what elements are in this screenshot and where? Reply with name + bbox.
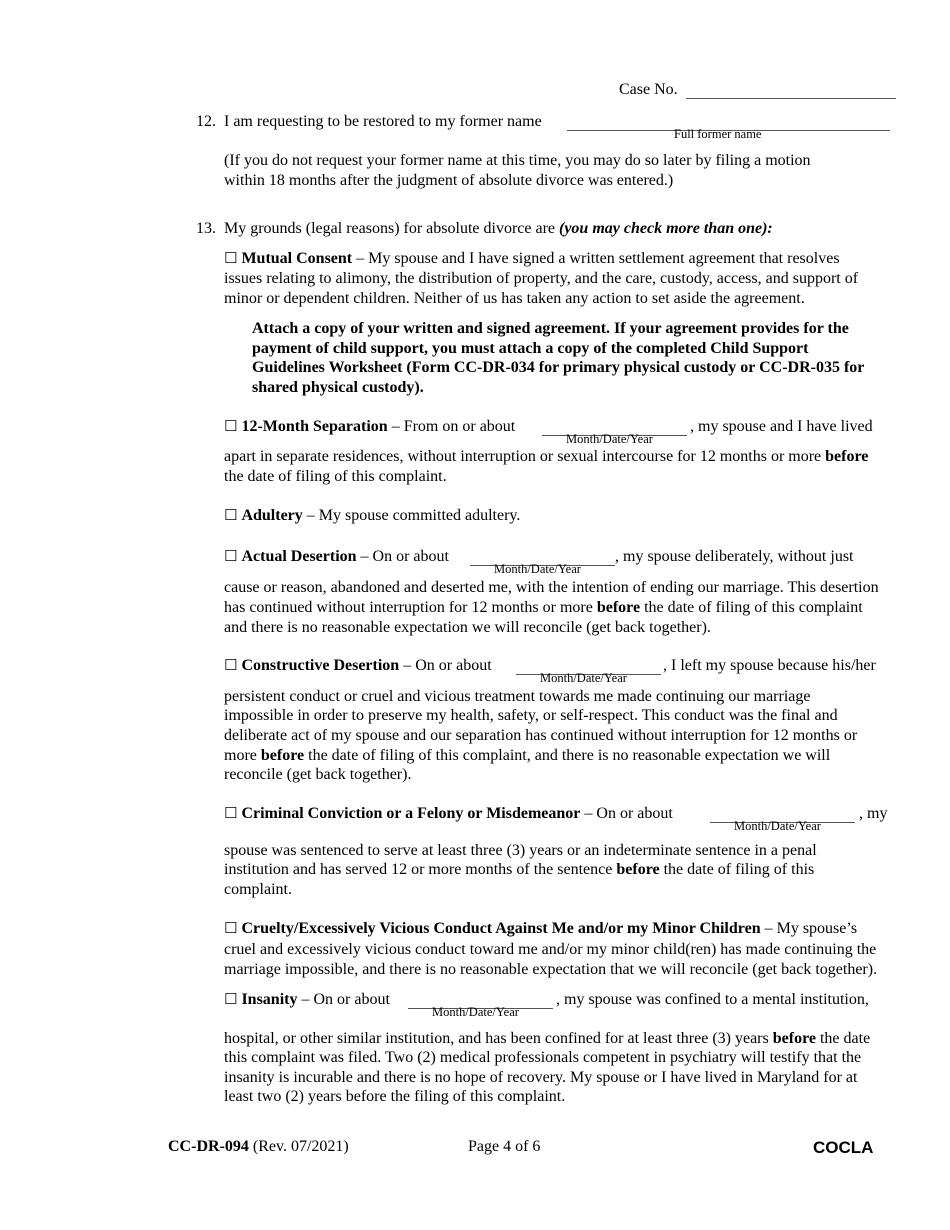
insanity-line3: this complaint was filed. Two (2) medical professionals competent in psychiatry will testify that the xyxy=(224,1049,862,1066)
mutual-consent-line3: minor or dependent children. Neither of us has taken any action to set aside the agreement. xyxy=(224,290,805,307)
case-no-field[interactable] xyxy=(686,84,896,99)
ground-mutual-consent: ☐ Mutual Consent – My spouse and I have signed a written settlement agreement that resolves xyxy=(224,249,840,267)
actual-desertion-line3: has continued without interruption for 12 months or more before the date of filing of this complaint xyxy=(224,599,863,616)
item12-note-line1: (If you do not request your former name at this time, you may do so later by filing a motion xyxy=(224,152,811,169)
attach-line3: Guidelines Worksheet (Form CC-DR-034 for primary physical custody or CC-DR-035 for xyxy=(252,359,865,376)
actual-desertion-line4: and there is no reasonable expectation we will reconcile (get back together). xyxy=(224,619,711,636)
cruelty-title: Cruelty/Excessively Vicious Conduct Against Me and/or my Minor Children xyxy=(241,920,761,937)
criminal-conviction-checkbox[interactable]: ☐ xyxy=(224,804,238,822)
constructive-desertion-checkbox[interactable]: ☐ xyxy=(224,656,238,674)
footer-form-id: CC-DR-094 (Rev. 07/2021) xyxy=(168,1138,349,1155)
insanity-post: , my spouse was confined to a mental institution, xyxy=(556,991,869,1008)
separation-line2: apart in separate residences, without interruption or sexual intercourse for 12 months or more before xyxy=(224,448,869,465)
ground-cruelty: ☐ Cruelty/Excessively Vicious Conduct Against Me and/or my Minor Children – My spouse’s xyxy=(224,919,858,937)
constructive-desertion-line2: persistent conduct or cruel and vicious treatment towards me made continuing our marriage xyxy=(224,688,811,705)
cruelty-line2: cruel and excessively vicious conduct toward me and/or my minor child(ren) has made continuing the xyxy=(224,941,877,958)
adultery-checkbox[interactable]: ☐ xyxy=(224,506,238,524)
criminal-conviction-line3: institution and has served 12 or more months of the sentence before the date of filing of this xyxy=(224,861,815,878)
separation-post: , my spouse and I have lived xyxy=(690,418,873,435)
actual-desertion-line2: cause or reason, abandoned and deserted me, with the intention of ending our marriage. This desertion xyxy=(224,579,879,596)
criminal-conviction-date-caption: Month/Date/Year xyxy=(734,819,821,833)
criminal-conviction-title: Criminal Conviction or a Felony or Misdemeanor xyxy=(241,805,581,822)
ground-actual-desertion: ☐ Actual Desertion – On or about xyxy=(224,547,449,565)
insanity-line5: least two (2) years before the filing of this complaint. xyxy=(224,1088,566,1105)
criminal-conviction-line2: spouse was sentenced to serve at least three (3) years or an indeterminate sentence in a penal xyxy=(224,842,817,859)
item13-emphasis: (you may check more than one): xyxy=(559,220,773,237)
adultery-title: Adultery xyxy=(241,507,303,524)
separation-checkbox[interactable]: ☐ xyxy=(224,417,238,435)
footer-page-number: Page 4 of 6 xyxy=(468,1138,541,1155)
constructive-desertion-post: , I left my spouse because his/her xyxy=(663,657,876,674)
insanity-date-caption: Month/Date/Year xyxy=(432,1005,519,1019)
ground-insanity: ☐ Insanity – On or about xyxy=(224,990,390,1008)
mutual-consent-checkbox[interactable]: ☐ xyxy=(224,249,238,267)
mutual-consent-line2: issues relating to alimony, the distribution of property, and the care, custody, access, and support of xyxy=(224,270,859,287)
footer-revision: (Rev. 07/2021) xyxy=(252,1138,349,1155)
mutual-consent-title: Mutual Consent xyxy=(241,250,353,267)
constructive-desertion-line4: deliberate act of my spouse and our separation has continued without interruption for 12 months or xyxy=(224,727,858,744)
case-no-label: Case No. xyxy=(619,81,678,98)
actual-desertion-checkbox[interactable]: ☐ xyxy=(224,547,238,565)
former-name-caption: Full former name xyxy=(674,127,762,141)
ground-separation: ☐ 12-Month Separation – From on or about xyxy=(224,417,516,435)
attach-line1: Attach a copy of your written and signed agreement. If your agreement provides for the xyxy=(252,320,849,337)
actual-desertion-date-caption: Month/Date/Year xyxy=(494,562,581,576)
item13-number: 13. xyxy=(196,220,216,237)
item12-number: 12. xyxy=(196,113,216,130)
cruelty-line3: marriage impossible, and there is no reasonable expectation that we will reconcile (get back together). xyxy=(224,961,878,978)
footer-cocla-logo: COCLA xyxy=(813,1138,874,1157)
actual-desertion-post: , my spouse deliberately, without just xyxy=(615,548,854,565)
separation-line3: the date of filing of this complaint. xyxy=(224,468,447,485)
insanity-title: Insanity xyxy=(241,991,298,1008)
separation-date-caption: Month/Date/Year xyxy=(566,432,653,446)
constructive-desertion-line6: reconcile (get back together). xyxy=(224,766,412,783)
criminal-conviction-post: , my xyxy=(859,805,888,822)
item12-text: I am requesting to be restored to my former name xyxy=(224,113,542,130)
insanity-line4: insanity is incurable and there is no hope of recovery. My spouse or I have lived in Maryland for at xyxy=(224,1069,858,1086)
cruelty-checkbox[interactable]: ☐ xyxy=(224,919,238,937)
item13-text: My grounds (legal reasons) for absolute divorce are (you may check more than one): xyxy=(224,220,773,237)
constructive-desertion-line3: impossible in order to preserve my health, safety, or self-respect. This conduct was the final and xyxy=(224,707,838,724)
insanity-checkbox[interactable]: ☐ xyxy=(224,990,238,1008)
criminal-conviction-line4: complaint. xyxy=(224,881,292,898)
ground-constructive-desertion: ☐ Constructive Desertion – On or about xyxy=(224,656,492,674)
item12-note-line2: within 18 months after the judgment of absolute divorce was entered.) xyxy=(224,172,674,189)
ground-criminal-conviction: ☐ Criminal Conviction or a Felony or Misdemeanor – On or about xyxy=(224,804,673,822)
separation-title: 12-Month Separation xyxy=(241,418,388,435)
constructive-desertion-title: Constructive Desertion xyxy=(241,657,400,674)
insanity-line2: hospital, or other similar institution, and has been confined for at least three (3) years before the date xyxy=(224,1030,871,1047)
attach-line2: payment of child support, you must attach a copy of the completed Child Support xyxy=(252,340,809,357)
constructive-desertion-line5: more before the date of filing of this complaint, and there is no reasonable expectation we will xyxy=(224,747,831,764)
constructive-desertion-date-caption: Month/Date/Year xyxy=(540,671,627,685)
actual-desertion-title: Actual Desertion xyxy=(241,548,357,565)
attach-line4: shared physical custody). xyxy=(252,379,424,396)
ground-adultery: ☐ Adultery – My spouse committed adultery. xyxy=(224,506,521,524)
